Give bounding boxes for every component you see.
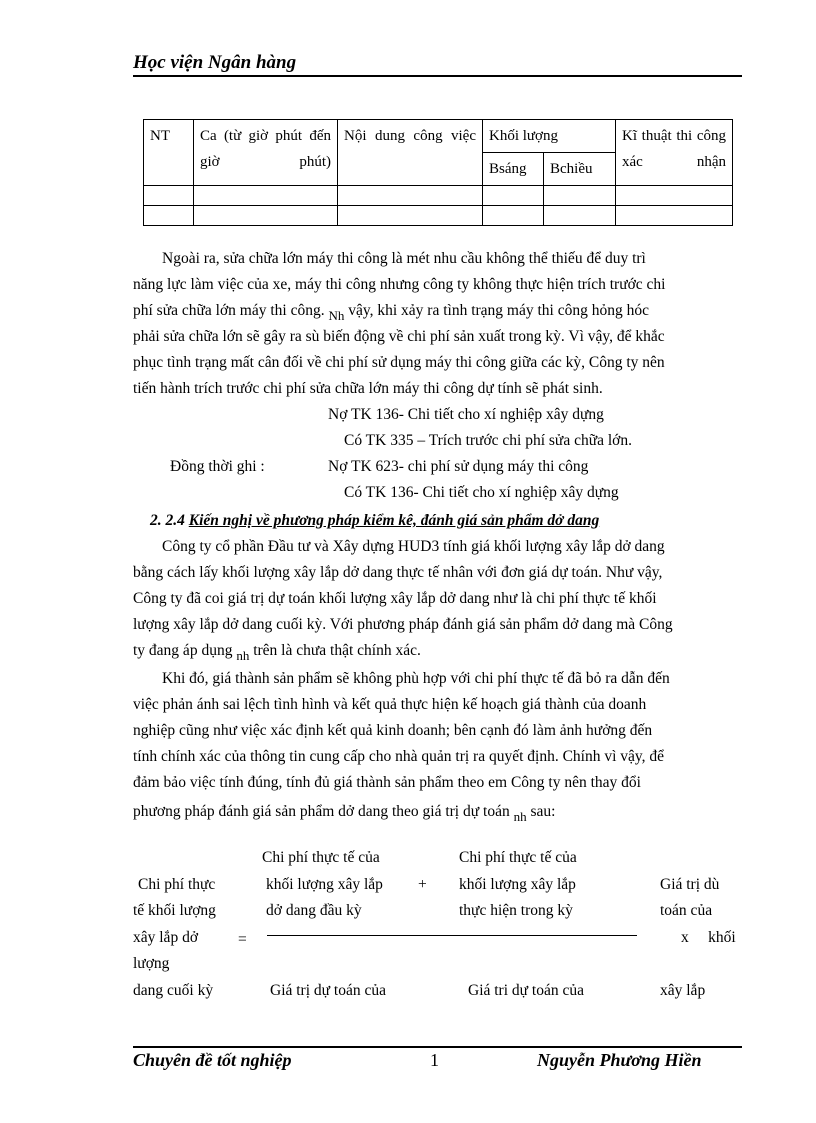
para1-line: tiến hành trích trước chi phí sửa chữa lớn máy thi công dự tính sẽ phát sinh. xyxy=(133,380,603,397)
para1-text: phí sửa chữa lớn máy thi công. xyxy=(133,302,325,319)
col-ca-header: Ca (từ giờ phút đến giờ phút) xyxy=(194,120,338,186)
table-cell xyxy=(544,206,616,226)
para3-text: sau: xyxy=(530,803,556,820)
entry-credit-136: Có TK 136- Chi tiết cho xí nghiệp xây dựng xyxy=(344,484,619,501)
table-cell xyxy=(144,186,194,206)
formula-left-line: dang cuối kỳ xyxy=(133,982,214,999)
table-cell xyxy=(338,186,483,206)
formula-num2-line: khối lượng xây lắp xyxy=(459,876,576,893)
formula-den1: Giá trị dự toán của xyxy=(270,982,387,999)
formula-left-line: xây lắp dở xyxy=(133,929,199,946)
section-title: Kiến nghị về phương pháp kiểm kê, đánh giá sản phẩm dở dang xyxy=(188,512,600,529)
entry-debit-136: Nợ TK 136- Chi tiết cho xí nghiệp xây dựng xyxy=(328,406,604,423)
para1-line: phục tình trạng mất cân đối về chi phí sử dụng máy thi công giữa các kỳ, Công ty nên xyxy=(133,354,665,371)
table-cell xyxy=(338,206,483,226)
formula-right-line: xây lắp xyxy=(660,982,706,999)
footer-right: Nguyễn Phương Hiền xyxy=(537,1050,702,1070)
entry-debit-623: Nợ TK 623- chi phí sử dụng máy thi công xyxy=(328,458,589,475)
table-cell xyxy=(194,186,338,206)
para2-text: trên là chưa thật chính xác. xyxy=(253,642,421,659)
formula-left-line: lượng xyxy=(133,955,170,972)
para1-text: vậy, khi xảy ra tình trạng máy thi công hỏng hóc xyxy=(348,302,649,319)
table-cell xyxy=(616,186,733,206)
entry-label: Đồng thời ghi : xyxy=(170,458,265,475)
para1-line: năng lực làm việc của xe, máy thi công nhưng công ty không thực hiện trích trước chi xyxy=(133,276,666,293)
section-number: 2. 2.4 xyxy=(150,512,185,529)
page-header-title: Học viện Ngân hàng xyxy=(133,52,297,73)
para3-fragment: nh xyxy=(513,809,527,824)
para3-line: nghiệp cũng như việc xác định kết quả kinh doanh; bên cạnh đó làm ảnh hưởng đến xyxy=(133,722,653,739)
para3-line: tính chính xác của thông tin cung cấp cho nhà quản trị ra quyết định. Chính vì vậy, để xyxy=(133,748,665,765)
formula-left-line: Chi phí thực xyxy=(138,876,216,893)
para1-line: phải sửa chữa lớn sẽ gây ra sù biến động về chi phí sản xuất trong kỳ. Vì vậy, để khắc xyxy=(133,328,665,345)
footer-left: Chuyên đề tốt nghiệp xyxy=(133,1050,292,1070)
para2-line: lượng xây lắp dở dang cuối kỳ. Với phương pháp đánh giá sản phẩm dở dang mà Công xyxy=(133,616,673,633)
section-heading xyxy=(150,512,599,530)
formula-right-line: x khối xyxy=(681,929,736,946)
table-cell xyxy=(483,206,544,226)
para2-line: Công ty cổ phần Đầu tư và Xây dựng HUD3 tính giá khối lượng xây lắp dở dang xyxy=(162,538,665,555)
table-header-row xyxy=(144,120,733,153)
formula-equals: = xyxy=(238,931,247,948)
para3-line xyxy=(133,799,555,825)
table-cell xyxy=(616,206,733,226)
para1-line xyxy=(133,298,649,324)
formula-fraction-bar xyxy=(267,935,637,936)
para2-line: Công ty đã coi giá trị dự toán khối lượng xây lắp dở dang như là chi phí thực tế khối xyxy=(133,590,657,607)
formula-right-line: Giá trị dù xyxy=(660,876,720,893)
table-row xyxy=(144,186,733,206)
formula-num2-line: thực hiện trong kỳ xyxy=(459,902,573,919)
col-noidung-header: Nội dung công việc xyxy=(338,120,483,186)
formula-den2: Giá tri dự toán của xyxy=(468,982,585,999)
table-cell xyxy=(144,206,194,226)
para3-line: việc phản ánh sai lệch tình hình và kết quả thực hiện kế hoạch giá thành của doanh xyxy=(133,696,647,713)
formula-num1-line: dở dang đầu kỳ xyxy=(266,902,362,919)
formula-num1-line: Chi phí thực tế của xyxy=(262,849,380,866)
formula-plus: + xyxy=(418,876,427,893)
page-number: 1 xyxy=(430,1050,439,1070)
entry-credit-335: Có TK 335 – Trích trước chi phí sửa chữa lớn. xyxy=(344,432,632,449)
table-cell xyxy=(194,206,338,226)
formula-num1-line: khối lượng xây lắp xyxy=(266,876,383,893)
col-bchieu-header: Bchiều xyxy=(544,153,616,186)
col-khoiluong-header: Khối lượng xyxy=(483,120,616,153)
para2-line: bằng cách lấy khối lượng xây lắp dở dang thực tế nhân với đơn giá dự toán. Như vậy, xyxy=(133,564,663,581)
header-rule xyxy=(133,75,742,77)
para1-fragment: Nh xyxy=(328,308,345,323)
para2-fragment: nh xyxy=(236,648,250,663)
footer-rule xyxy=(133,1046,742,1048)
formula-left-line: tế khối lượng xyxy=(133,902,216,919)
para3-line: đảm bảo việc tính đúng, tính đủ giá thành sản phẩm theo em Công ty nên thay đổi xyxy=(133,774,641,791)
formula-right-line: toán của xyxy=(660,902,713,919)
para1-line: Ngoài ra, sửa chữa lớn máy thi công là mét nhu cầu không thể thiếu để duy trì xyxy=(162,250,646,267)
col-nt-header: NT xyxy=(144,120,194,186)
para2-line xyxy=(133,638,421,664)
formula-num2-line: Chi phí thực tế của xyxy=(459,849,577,866)
col-kithuat-header: Kĩ thuật thi công xác nhận xyxy=(616,120,733,186)
table-cell xyxy=(483,186,544,206)
table-row xyxy=(144,206,733,226)
para3-line: Khi đó, giá thành sản phẩm sẽ không phù hợp với chi phí thực tế đã bỏ ra dẫn đến xyxy=(162,670,670,687)
col-bsang-header: Bsáng xyxy=(483,153,544,186)
para2-text: ty đang áp dụng xyxy=(133,642,233,659)
table-cell xyxy=(544,186,616,206)
work-log-table xyxy=(143,119,733,226)
para3-text: phương pháp đánh giá sản phẩm dở dang theo giá trị dự toán xyxy=(133,803,510,820)
